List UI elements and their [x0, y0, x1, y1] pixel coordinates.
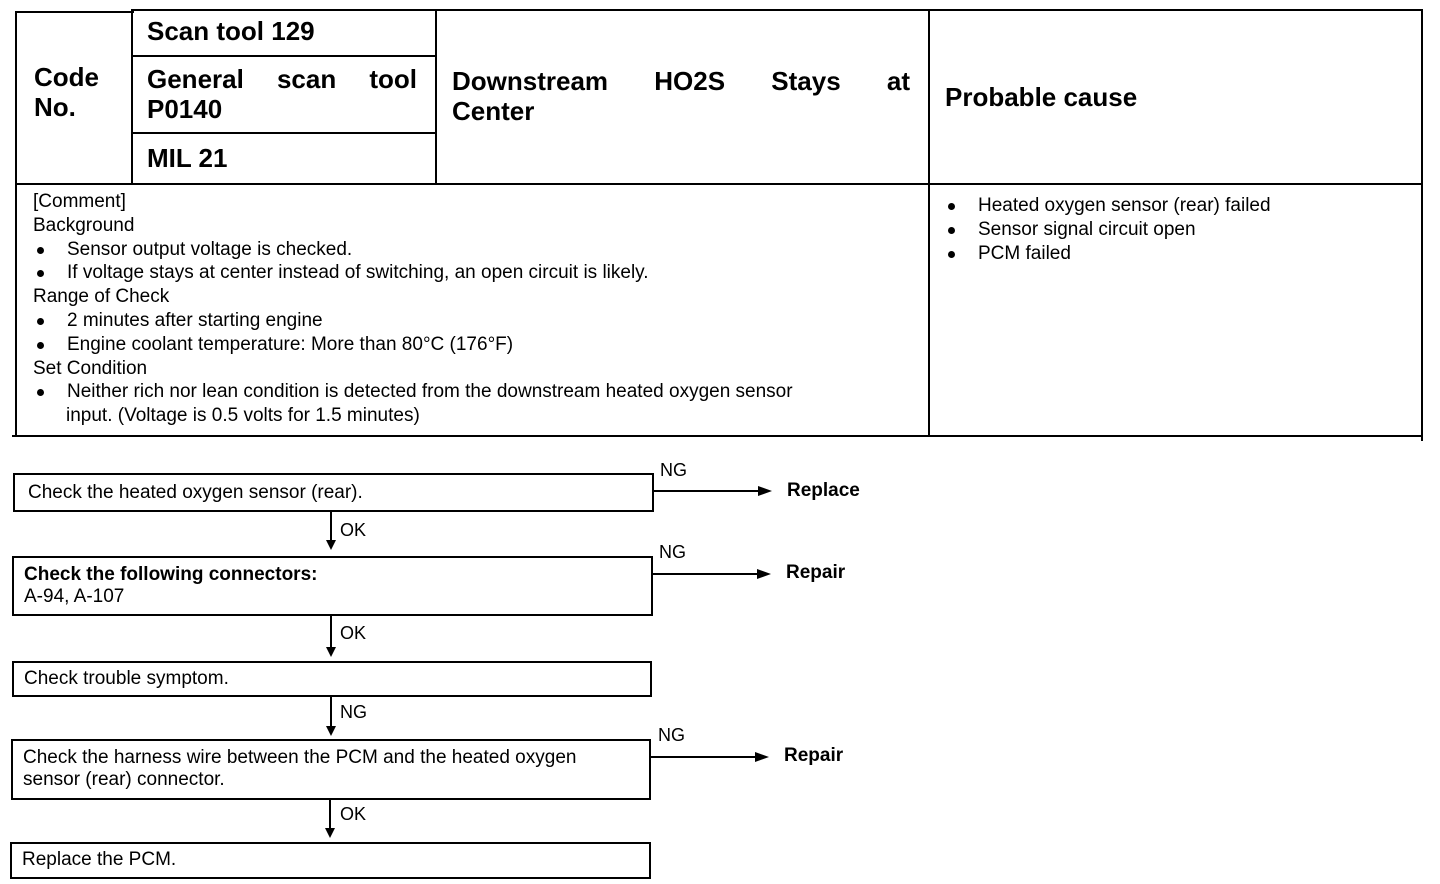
flow-step-text: Check the harness wire between the PCM and the heated oxygen — [23, 747, 577, 768]
comment-bullet: 2 minutes after starting engine — [33, 309, 913, 333]
bullet-icon — [948, 203, 955, 210]
ok-connector — [330, 616, 332, 649]
comment-bullet: Sensor output voltage is checked. — [33, 238, 913, 262]
comment-heading: [Comment] — [33, 191, 126, 212]
ok-label: OK — [340, 623, 367, 643]
flow-step-check-sensor — [13, 473, 654, 512]
connector-list: A-94, A-107 — [24, 586, 125, 607]
ng-label: NG — [659, 542, 686, 562]
bullet-icon — [37, 318, 44, 325]
flow-step-text: Check the heated oxygen sensor (rear). — [28, 482, 363, 503]
table-top-border-left — [16, 11, 134, 13]
comment-bullet: Neither rich nor lean condition is detected from the downstream heated oxygen sensor — [33, 380, 913, 404]
arrow-down-icon — [326, 540, 336, 550]
bullet-icon — [37, 342, 44, 349]
result-replace: Replace — [787, 480, 860, 501]
flow-step-replace-pcm — [10, 842, 651, 879]
ng-label: NG — [660, 460, 687, 480]
ng-connector — [330, 697, 332, 728]
range-of-check-heading: Range of Check — [33, 286, 170, 308]
general-scan-tool-code: P0140 — [147, 94, 223, 124]
flow-step-check-connectors — [12, 556, 653, 616]
probable-cause-list — [944, 194, 1404, 265]
comment-bullet: If voltage stays at center instead of switching, an open circuit is likely. — [33, 261, 913, 285]
table-bottom-border — [12, 435, 1423, 437]
bullet-icon — [948, 251, 955, 258]
general-scan-tool-label: General scan tool — [147, 64, 417, 94]
cause-item: Sensor signal circuit open — [944, 218, 1404, 242]
comment-section — [33, 190, 913, 428]
bullet-icon — [948, 227, 955, 234]
arrow-right-icon — [757, 569, 771, 579]
cause-item: PCM failed — [944, 242, 1404, 266]
code-col-divider — [131, 9, 133, 184]
flow-step-check-symptom — [12, 661, 652, 697]
mil-code: MIL 21 — [147, 143, 228, 173]
arrow-right-icon — [758, 486, 772, 496]
scan-row-divider-2 — [131, 132, 437, 134]
comment-continuation: input. (Voltage is 0.5 volts for 1.5 minutes) — [66, 405, 420, 427]
set-condition-heading: Set Condition — [33, 357, 148, 379]
arrow-down-icon — [326, 647, 336, 657]
ng-label: NG — [658, 725, 685, 745]
ok-connector — [330, 512, 332, 542]
ng-connector — [654, 490, 760, 492]
flow-step-text-line2: sensor (rear) connector. — [23, 769, 225, 790]
ok-connector — [329, 800, 331, 830]
dtc-title-line2: Center — [452, 96, 535, 126]
scan-tool-code: Scan tool 129 — [147, 16, 315, 46]
flow-step-text: Check trouble symptom. — [24, 668, 229, 689]
flow-step-check-harness — [11, 739, 651, 800]
result-repair: Repair — [786, 562, 846, 583]
arrow-down-icon — [325, 828, 335, 838]
background-heading: Background — [33, 214, 135, 236]
table-top-border — [132, 9, 1423, 11]
bullet-icon — [37, 270, 44, 277]
arrow-down-icon — [326, 726, 336, 736]
scan-row-divider-1 — [131, 55, 437, 57]
ok-label: OK — [340, 520, 367, 540]
cause-item: Heated oxygen sensor (rear) failed — [944, 194, 1404, 218]
comment-bullet: Engine coolant temperature: More than 80°C (176°F) — [33, 333, 913, 357]
cause-col-divider — [928, 9, 930, 437]
flow-step-title: Check the following connectors: — [24, 564, 318, 585]
scan-col-divider — [435, 9, 437, 184]
ok-label: OK — [340, 804, 367, 824]
code-no-label: Code No. — [34, 62, 99, 122]
flow-step-text: Replace the PCM. — [22, 849, 177, 870]
arrow-right-icon — [755, 752, 769, 762]
result-repair: Repair — [784, 745, 844, 766]
bullet-icon — [37, 389, 44, 396]
probable-cause-heading: Probable cause — [945, 82, 1138, 112]
ng-connector — [651, 756, 757, 758]
table-right-border — [1421, 9, 1423, 441]
header-divider — [15, 183, 1423, 185]
bullet-icon — [37, 247, 44, 254]
dtc-title: Downstream HO2S Stays at — [452, 66, 910, 96]
ng-label: NG — [340, 702, 367, 722]
ng-connector — [653, 573, 759, 575]
table-left-border — [15, 11, 17, 437]
